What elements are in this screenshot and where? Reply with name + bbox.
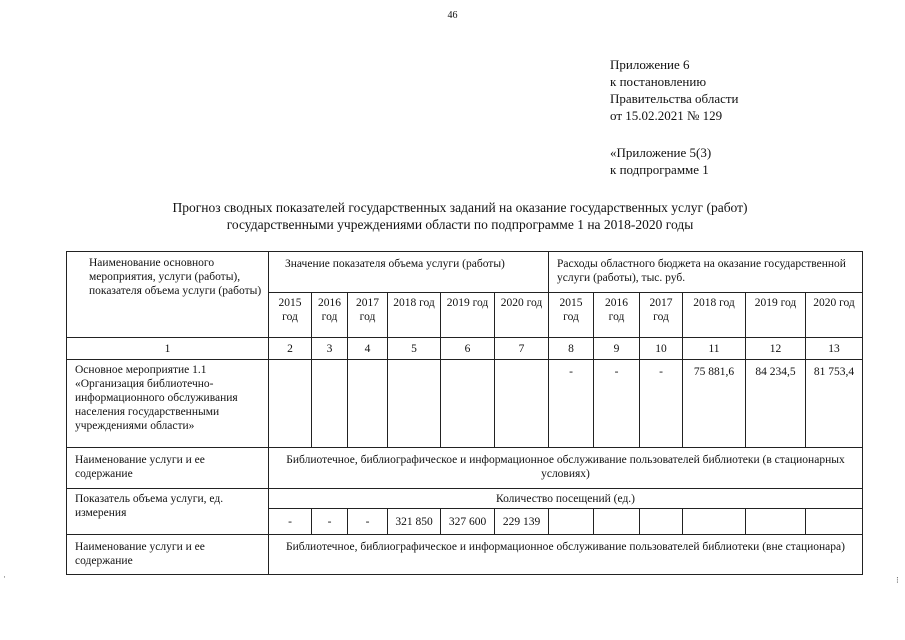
page-number: 46 — [447, 10, 458, 21]
indicator-volume-cell: - — [348, 509, 388, 535]
table-row-service-1 — [67, 448, 863, 489]
measure-expense-cell: - — [549, 360, 594, 448]
indicator-expense-cell — [640, 509, 683, 535]
appendix-ref-line: «Приложение 5(3) — [610, 145, 712, 160]
volume-year-2015: 2015 год — [269, 293, 312, 338]
volume-year-2018: 2018 год — [388, 293, 441, 338]
appendix-block — [610, 56, 739, 124]
measure-volume-cell — [269, 360, 312, 448]
scan-mark: ⁝ — [896, 575, 899, 585]
col-number: 1 — [67, 338, 269, 360]
service-1-label: Наименование услуги и ее содержание — [67, 448, 269, 489]
measure-expense-cell: - — [594, 360, 640, 448]
indicator-expense-cell — [746, 509, 806, 535]
table-row-measure — [67, 360, 863, 448]
expense-year-2020: 2020 год — [806, 293, 863, 338]
measure-expense-cell: 81 753,4 — [806, 360, 863, 448]
indicator-volume-cell: 229 139 — [495, 509, 549, 535]
indicator-volume-cell: 327 600 — [441, 509, 495, 535]
col-number: 6 — [441, 338, 495, 360]
volume-year-2020: 2020 год — [495, 293, 549, 338]
expense-year-2018: 2018 год — [683, 293, 746, 338]
volume-year-2016: 2016 год — [312, 293, 348, 338]
measure-volume-cell — [388, 360, 441, 448]
table-row-service-2 — [67, 535, 863, 575]
measure-expense-cell: - — [640, 360, 683, 448]
service-1-value: Библиотечное, библиографическое и информационное обслуживание пользователей библиотеки (в стационарных условиях) — [269, 448, 863, 489]
expense-year-2017: 2017 год — [640, 293, 683, 338]
indicator-expense-cell — [683, 509, 746, 535]
title-line-1: Прогноз сводных показателей государственных заданий на оказание государственных услуг (работ) — [172, 200, 748, 215]
col-number: 11 — [683, 338, 746, 360]
header-name-col: Наименование основного мероприятия, услуги (работы), показателя объема услуги (работы) — [67, 252, 269, 338]
document-title — [60, 199, 860, 233]
appendix-ref-line: к подпрограмме 1 — [610, 162, 709, 177]
appendix-line: от 15.02.2021 № 129 — [610, 108, 723, 123]
col-number: 2 — [269, 338, 312, 360]
col-number: 7 — [495, 338, 549, 360]
service-2-value: Библиотечное, библиографическое и информационное обслуживание пользователей библиотеки (вне стационара) — [269, 535, 863, 575]
measure-expense-cell: 84 234,5 — [746, 360, 806, 448]
expense-year-2016: 2016 год — [594, 293, 640, 338]
col-number: 5 — [388, 338, 441, 360]
col-number: 3 — [312, 338, 348, 360]
volume-year-2017: 2017 год — [348, 293, 388, 338]
measure-volume-cell — [312, 360, 348, 448]
col-number: 12 — [746, 338, 806, 360]
indicator-expense-cell — [806, 509, 863, 535]
measure-volume-cell — [441, 360, 495, 448]
col-number: 10 — [640, 338, 683, 360]
indicator-expense-cell — [549, 509, 594, 535]
indicator-expense-cell — [594, 509, 640, 535]
service-2-label: Наименование услуги и ее содержание — [67, 535, 269, 575]
col-number: 8 — [549, 338, 594, 360]
appendix-ref-block — [610, 144, 711, 178]
expense-year-2015: 2015 год — [549, 293, 594, 338]
indicator-volume-cell: - — [269, 509, 312, 535]
col-number: 13 — [806, 338, 863, 360]
measure-volume-cell — [495, 360, 549, 448]
col-number: 9 — [594, 338, 640, 360]
table-row-indicator — [67, 489, 863, 509]
scan-mark: · — [3, 572, 6, 582]
indicator-value: Количество посещений (ед.) — [269, 489, 863, 509]
indicator-volume-cell: - — [312, 509, 348, 535]
title-line-2: государственными учреждениями области по подпрограмме 1 на 2018-2020 годы — [226, 217, 694, 232]
measure-volume-cell — [348, 360, 388, 448]
measure-expense-cell: 75 881,6 — [683, 360, 746, 448]
appendix-line: к постановлению — [610, 74, 707, 89]
expense-year-2019: 2019 год — [746, 293, 806, 338]
indicator-label: Показатель объема услуги, ед. измерения — [67, 489, 269, 535]
appendix-line: Правительства области — [610, 91, 739, 106]
appendix-line: Приложение 6 — [610, 57, 690, 72]
col-number: 4 — [348, 338, 388, 360]
forecast-table — [66, 251, 863, 575]
measure-label: Основное мероприятие 1.1 «Организация библиотечно-информационного обслуживания населения государственными учреждениями области» — [67, 360, 269, 448]
volume-year-2019: 2019 год — [441, 293, 495, 338]
header-volume-group: Значение показателя объема услуги (работы) — [269, 252, 549, 293]
indicator-volume-cell: 321 850 — [388, 509, 441, 535]
header-expense-group: Расходы областного бюджета на оказание государственной услуги (работы), тыс. руб. — [549, 252, 863, 293]
